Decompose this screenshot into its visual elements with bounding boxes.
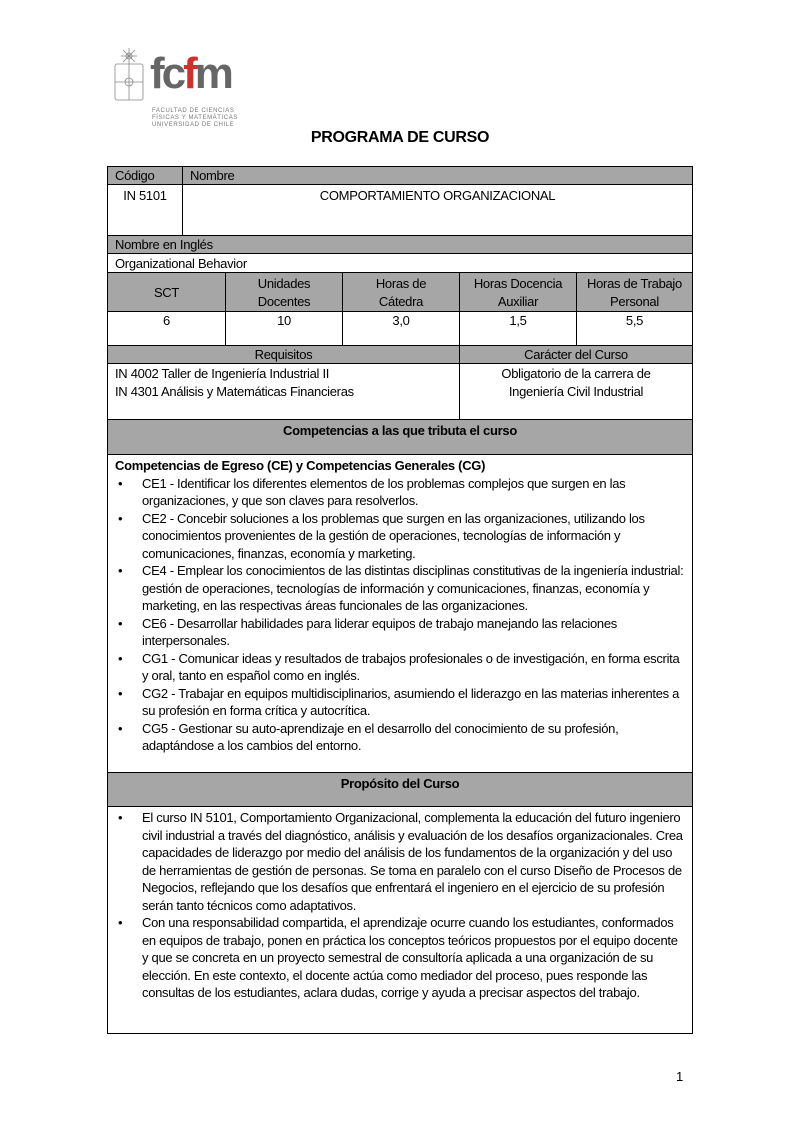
logo-brand-m: m (194, 49, 231, 98)
purpose-list (115, 809, 685, 1002)
purpose-body (107, 806, 693, 1034)
logo-brand-fc: fc (150, 49, 184, 98)
code-label: Código (107, 166, 183, 185)
hours-header-auxiliar: Horas Docencia Auxiliar (459, 272, 577, 312)
logo-brand-f: f (183, 49, 195, 98)
hours-header-personal: Horas de Trabajo Personal (576, 272, 693, 312)
course-character: Obligatorio de la carrera de Ingeniería Civil Industrial (459, 363, 693, 420)
requirements-label: Requisitos (107, 345, 460, 364)
purpose-item: • Con una responsabilidad compartida, el aprendizaje ocurre cuando los estudiantes, conformados en equipos de trabajo, ponen en práctica los conceptos teóricos propuestos por el equipo docente y que se concreta en un proyecto semestral de consultoría aplicada a una organización de su elección. En este contexto, el docente actúa como mediador del proceso, pues responde las consultas de los estudiantes, aclara dudas, corrige y ayuda a precisar aspectos del trabajo. (115, 914, 685, 1002)
university-crest-icon (112, 46, 146, 106)
logo-subtitle-line: UNIVERSIDAD DE CHILE (152, 122, 235, 128)
course-code: IN 5101 (107, 184, 183, 236)
requirement-item: IN 4301 Análisis y Matemáticas Financieras (115, 383, 354, 399)
english-name-label: Nombre en Inglés (107, 235, 693, 254)
logo-subtitle-line: FÍSICAS Y MATEMÁTICAS (152, 115, 238, 121)
competency-item: • CE2 - Concebir soluciones a los problemas que surgen en las organizaciones, utilizando los conocimientos provenientes de la gestión de operaciones, tecnologías de información y comunicaciones, finanzas, economía y marketing. (115, 510, 685, 563)
hours-value-sct: 6 (107, 311, 226, 346)
hours-value-auxiliar: 1,5 (459, 311, 577, 346)
english-name: Organizational Behavior (107, 253, 693, 273)
fcfm-logo (112, 46, 242, 131)
requirements-list (107, 363, 460, 420)
hours-value-unidades: 10 (225, 311, 343, 346)
page-title: PROGRAMA DE CURSO (310, 129, 490, 146)
competency-item: • CE4 - Emplear los conocimientos de las distintas disciplinas constitutivas de la ingeniería industrial: gestión de operaciones, tecnologías de información y comunicaciones, finanzas, economía y marketing, en las respectivas áreas funcionales de las organizaciones. (115, 562, 685, 615)
page-number: 1 (676, 1069, 684, 1084)
competency-item: • CE1 - Identificar los diferentes elementos de los problemas complejos que surgen en las organizaciones, y que son claves para resolverlos. (115, 475, 685, 510)
hours-header-sct: SCT (107, 272, 226, 312)
competencies-subheader: Competencias de Egreso (CE) y Competencias Generales (CG) (115, 458, 486, 473)
purpose-item: • El curso IN 5101, Comportamiento Organizacional, complementa la educación del futuro ingeniero civil industrial a través del diagnóstico, análisis y evaluación de los desafíos organizacionales. Crea capacidades de liderazgo por medio del análisis de los fundamentos de la organización y del uso de herramientas de gestión de personas. Se toma en paralelo con el curso Diseño de Procesos de Negocios, reflejando que los desafíos que enfrentará el ingeniero en el ejercicio de su profesión serán tanto técnicos como adaptativos. (115, 809, 685, 914)
purpose-header: Propósito del Curso (107, 772, 693, 807)
character-label: Carácter del Curso (459, 345, 693, 364)
hours-value-personal: 5,5 (576, 311, 693, 346)
hours-value-catedra: 3,0 (342, 311, 460, 346)
competency-item: • CG1 - Comunicar ideas y resultados de trabajos profesionales o de investigación, en forma escrita y oral, tanto en español como en inglés. (115, 650, 685, 685)
name-label: Nombre (182, 166, 693, 185)
competency-item: • CG2 - Trabajar en equipos multidisciplinarios, asumiendo el liderazgo en las materias inherentes a su profesión en forma crítica y autocrítica. (115, 685, 685, 720)
competencies-body (107, 454, 693, 773)
competencies-header: Competencias a las que tributa el curso (107, 419, 693, 455)
competencies-list (115, 475, 685, 755)
requirement-item: IN 4002 Taller de Ingeniería Industrial II (115, 366, 330, 381)
course-name: COMPORTAMIENTO ORGANIZACIONAL (182, 184, 693, 236)
competency-item: • CG5 - Gestionar su auto-aprendizaje en el desarrollo del conocimiento de su profesión, adaptándose a los cambios del entorno. (115, 720, 685, 755)
hours-header-unidades: Unidades Docentes (225, 272, 343, 312)
hours-header-catedra: Horas de Cátedra (342, 272, 460, 312)
competency-item: • CE6 - Desarrollar habilidades para liderar equipos de trabajo manejando las relaciones interpersonales. (115, 615, 685, 650)
logo-subtitle-line: FACULTAD DE CIENCIAS (152, 108, 235, 114)
